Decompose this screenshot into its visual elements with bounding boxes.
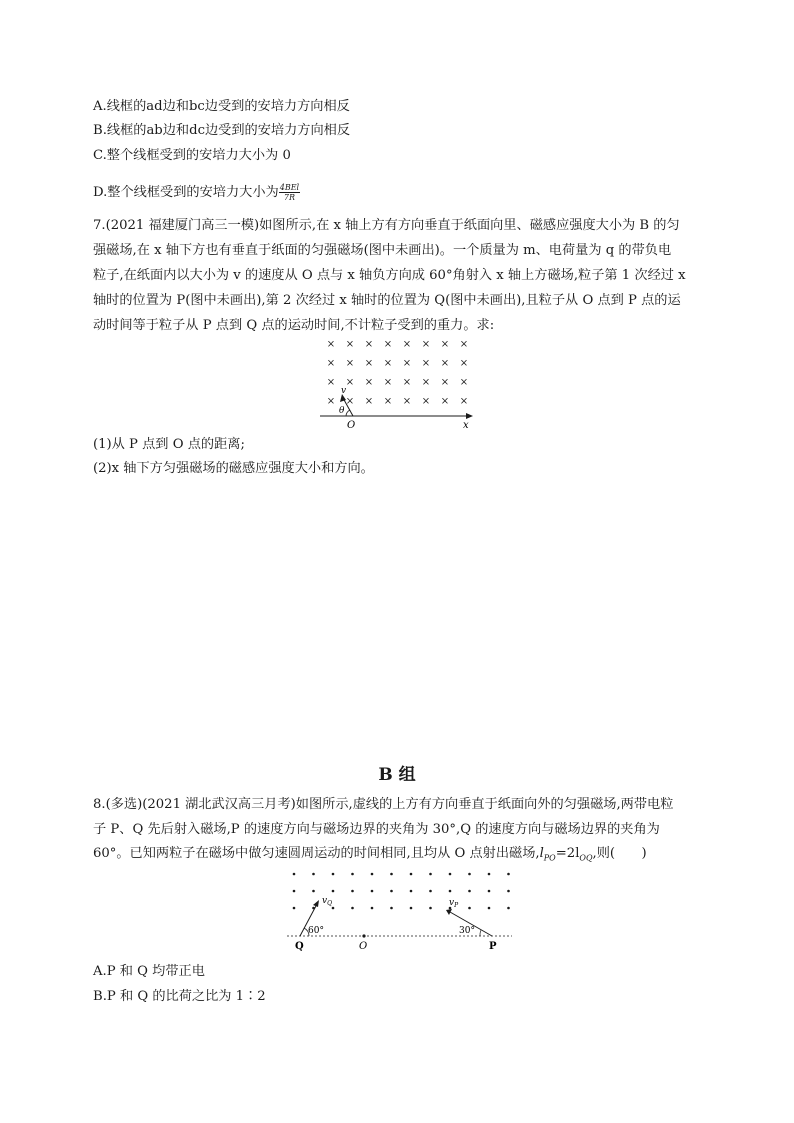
q7-field-cross-icon: × bbox=[326, 358, 336, 369]
q7-field-cross-icon: × bbox=[345, 339, 355, 350]
q8-field-dot-icon bbox=[468, 907, 471, 910]
q8-field-dot-icon bbox=[371, 873, 374, 876]
q7-field-cross-icon: × bbox=[364, 377, 374, 388]
q7-v-label: v bbox=[341, 386, 347, 396]
q8-line-1: 8.(多选)(2021 湖北武汉高三月考)如图所示,虚线的上方有方向垂直于纸面向外的匀强磁场,两带电粒 bbox=[93, 797, 674, 812]
q7-field-cross-icon: × bbox=[402, 396, 412, 407]
q8-field-dot-icon bbox=[390, 890, 393, 893]
q7-field-cross-icon: × bbox=[459, 396, 469, 407]
q8-vp-arrow-icon bbox=[446, 909, 452, 915]
q8-field-dot-icon bbox=[390, 907, 393, 910]
q7-field-cross-icon: × bbox=[440, 358, 450, 369]
q7-line-3: 粒子,在纸面内以大小为 v 的速度从 O 点与 x 轴负方向成 60°角射入 x 轴上方磁场,粒子第 1 次经过 x bbox=[93, 268, 686, 283]
option-b: B.线框的ab边和dc边受到的安培力方向相反 bbox=[93, 123, 351, 138]
q8-line-2: 子 P、Q 先后射入磁场,P 的速度方向与磁场边界的夹角为 30°,Q 的速度方向与磁场边界的夹角为 bbox=[93, 822, 660, 837]
q8-field-dot-icon bbox=[351, 873, 354, 876]
q7-field-cross-icon: × bbox=[364, 339, 374, 350]
q7-theta-label: θ bbox=[339, 406, 345, 416]
q7-field-cross-icon: × bbox=[326, 396, 336, 407]
q8-field-dot-icon bbox=[371, 890, 374, 893]
q7-field-cross-icon: × bbox=[421, 396, 431, 407]
q7-field-cross-icon: × bbox=[459, 358, 469, 369]
q8-sub-po: PO bbox=[543, 853, 556, 863]
q8-magnetic-field-figure bbox=[282, 864, 517, 954]
q7-field-cross-icon: × bbox=[459, 377, 469, 388]
q8-field-dot-icon bbox=[507, 907, 510, 910]
q8-vq-label: $v_Q$ bbox=[322, 896, 333, 907]
q7-field-cross-icon: × bbox=[364, 358, 374, 369]
q8-l-po: l bbox=[539, 846, 544, 861]
q8-origin-point bbox=[362, 934, 365, 937]
q7-sub-question-2: (2)x 轴下方匀强磁场的磁感应强度大小和方向。 bbox=[93, 461, 374, 476]
q8-field-dot-icon bbox=[332, 873, 335, 876]
q7-field-cross-icon: × bbox=[440, 339, 450, 350]
q8-field-dot-icon bbox=[410, 873, 413, 876]
q8-q-label: Q bbox=[295, 941, 304, 952]
q7-field-cross-icon: × bbox=[345, 377, 355, 388]
q8-field-dot-icon bbox=[371, 907, 374, 910]
q7-field-cross-icon: × bbox=[383, 358, 393, 369]
q8-field-dot-icon bbox=[429, 890, 432, 893]
q7-origin-label: O bbox=[347, 420, 356, 431]
q7-field-cross-icon: × bbox=[440, 396, 450, 407]
q8-field-dot-icon bbox=[293, 907, 296, 910]
q8-field-dot-icon bbox=[488, 890, 491, 893]
q8-p-label: P bbox=[489, 941, 497, 952]
q8-field-dot-icon bbox=[488, 873, 491, 876]
q7-field-cross-icon: × bbox=[345, 396, 355, 407]
q8-field-dot-icon bbox=[468, 873, 471, 876]
q8-field-dot-icon bbox=[468, 890, 471, 893]
q7-sub-question-1: (1)从 P 点到 O 点的距离; bbox=[93, 437, 245, 452]
option-a: A.线框的ad边和bc边受到的安培力方向相反 bbox=[93, 99, 350, 114]
q8-field-dot-icon bbox=[410, 890, 413, 893]
q7-field-cross-icon: × bbox=[383, 377, 393, 388]
q8-field-dot-icon bbox=[449, 890, 452, 893]
q8-field-dot-icon bbox=[351, 907, 354, 910]
option-d-text: D.整个线框受到的安培力大小为 bbox=[93, 185, 279, 200]
q8-field-dot-icon bbox=[507, 873, 510, 876]
q7-line-2: 强磁场,在 x 轴下方也有垂直于纸面的匀强磁场(图中未画出)。一个质量为 m、电荷量为 q 的带负电 bbox=[93, 243, 672, 258]
q8-field-dot-icon bbox=[293, 890, 296, 893]
q8-vq-arrow-icon bbox=[313, 900, 319, 907]
q8-eq-mid: =2l bbox=[555, 846, 580, 861]
q8-field-dot-icon bbox=[410, 907, 413, 910]
fraction-numerator: 4BEl bbox=[279, 183, 300, 192]
q8-option-a: A.P 和 Q 均带正电 bbox=[93, 964, 205, 979]
q8-line-3-text: 60°。已知两粒子在磁场中做匀速圆周运动的时间相同,且均从 O 点射出磁场, bbox=[93, 846, 540, 861]
q7-angle-arc bbox=[346, 410, 350, 416]
q7-line-4: 轴时的位置为 P(图中未画出),第 2 次经过 x 轴时的位置为 Q(图中未画出),且粒子从 O 点到 P 点的运 bbox=[93, 293, 681, 308]
q8-field-dot-icon bbox=[488, 907, 491, 910]
q8-field-dot-icon bbox=[507, 890, 510, 893]
q7-field-cross-icon: × bbox=[459, 339, 469, 350]
q8-field-dot-icon bbox=[449, 873, 452, 876]
q7-field-cross-icon: × bbox=[421, 358, 431, 369]
q7-field-cross-icon: × bbox=[402, 377, 412, 388]
q8-field-dot-icon bbox=[332, 890, 335, 893]
q8-option-b: B.P 和 Q 的比荷之比为 1∶2 bbox=[93, 989, 266, 1004]
fraction-denominator: 7R bbox=[283, 193, 295, 202]
q7-field-cross-icon: × bbox=[402, 339, 412, 350]
q8-field-dot-icon bbox=[332, 907, 335, 910]
option-d bbox=[93, 183, 300, 202]
q8-vp-label: $v_P$ bbox=[449, 898, 459, 909]
q7-field-cross-icon: × bbox=[345, 358, 355, 369]
q8-field-dot-icon bbox=[312, 873, 315, 876]
q7-field-cross-icon: × bbox=[383, 396, 393, 407]
q8-field-dot-icon bbox=[429, 873, 432, 876]
q8-angle-p-label: 30° bbox=[459, 926, 475, 936]
q7-cross-grid bbox=[327, 339, 468, 407]
q7-field-cross-icon: × bbox=[364, 396, 374, 407]
q8-field-dot-icon bbox=[390, 873, 393, 876]
q7-field-cross-icon: × bbox=[383, 339, 393, 350]
option-d-fraction bbox=[279, 183, 300, 202]
q7-field-cross-icon: × bbox=[421, 377, 431, 388]
q7-field-cross-icon: × bbox=[326, 377, 336, 388]
q8-sub-oq: OQ bbox=[579, 853, 593, 863]
q7-x-label: x bbox=[463, 420, 469, 431]
q8-field-dot-icon bbox=[293, 873, 296, 876]
q7-line-1: 7.(2021 福建厦门高三一模)如图所示,在 x 轴上方有方向垂直于纸面向里、磁感应强度大小为 B 的匀 bbox=[93, 218, 680, 233]
q7-field-cross-icon: × bbox=[421, 339, 431, 350]
q7-magnetic-field-figure bbox=[315, 336, 480, 431]
q8-field-dot-icon bbox=[351, 890, 354, 893]
q8-field-dot-icon bbox=[312, 890, 315, 893]
q8-field-dot-icon bbox=[429, 907, 432, 910]
q8-o-label: O bbox=[359, 941, 368, 952]
q8-angle-p-arc bbox=[480, 930, 481, 936]
q7-field-cross-icon: × bbox=[326, 339, 336, 350]
q7-field-cross-icon: × bbox=[440, 377, 450, 388]
q7-line-5: 动时间等于粒子从 P 点到 Q 点的运动时间,不计粒子受到的重力。求: bbox=[93, 318, 495, 333]
q8-line-3-end: ,则( ) bbox=[592, 846, 647, 861]
q7-field-cross-icon: × bbox=[402, 358, 412, 369]
group-b-title: B 组 bbox=[378, 765, 416, 785]
q8-angle-q-label: 60° bbox=[308, 926, 324, 936]
option-c: C.整个线框受到的安培力大小为 0 bbox=[93, 148, 291, 163]
q7-x-axis-arrow-icon bbox=[466, 413, 473, 419]
